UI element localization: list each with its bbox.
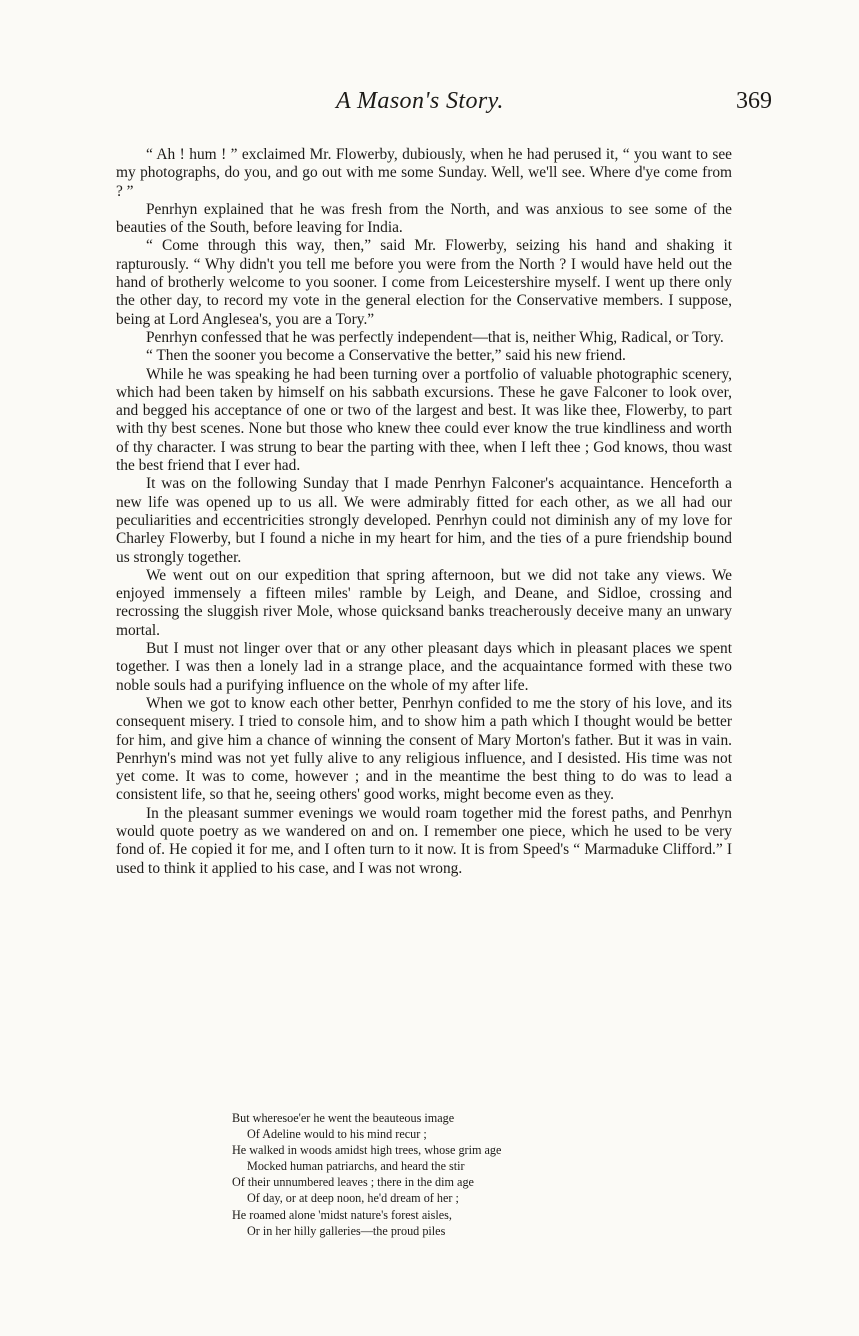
verse-line: But wheresoe'er he went the beauteous image [232,1111,455,1125]
verse-line: He roamed alone 'midst nature's forest aisles, [232,1207,452,1222]
running-title: A Mason's Story. [336,88,504,114]
page-number: 369 [736,88,772,114]
paragraph: We went out on our expedition that spring afternoon, but we did not take any views. We enjoyed immensely a fifteen miles' ramble by Leigh, and Deane, and Sidloe, crossing and recrossing the sluggish river Mole, whose quicksand banks treacherously deceive many an unwary mortal. [116,566,732,639]
verse-line: Of Adeline would to his mind recur ; [247,1127,427,1142]
paragraph: In the pleasant summer evenings we would roam together mid the forest paths, and Penrhyn would quote poetry as we wandered on and on. I remember one piece, which he used to be very fond of. He copied it for me, and I often turn to it now. It is from Speed's “ Marmaduke Clifford.” I used to think it applied to his case, and I was not wrong. [116,804,732,877]
verse-line: Of their unnumbered leaves ; there in the dim age [232,1175,474,1190]
paragraph: It was on the following Sunday that I made Penrhyn Falconer's acquaintance. Henceforth a new life was opened up to us all. We were admirably fitted for each other, as we all had our peculiarities and eccentricities strongly developed. Penrhyn could not diminish any of my love for Charley Flowerby, but I found a niche in my heart for him, and the ties of a pure friendship bound us strongly together. [116,475,732,566]
paragraph: “ Come through this way, then,” said Mr. Flowerby, seizing his hand and shaking it rapturously. “ Why didn't you tell me before you were from the North ? I would have held out the hand of brotherly welcome to you sooner. I come from Leicestershire myself. I went up there only the other day, to record my vote in the general election for the Conservative members. I suppose, being at Lord Anglesea's, you are a Tory.” [116,237,732,328]
paragraph: While he was speaking he had been turning over a portfolio of valuable photographic scenery, which had been taken by himself on his sabbath excursions. These he gave Falconer to look over, and begged his acceptance of one or two of the largest and best. It was like thee, Flowerby, to part with thy best scenes. None but those who knew thee could ever know the true kindliness and worth of thy character. I was strung to bear the parting with thee, when I left thee ; God knows, thou wast the best friend that I ever had. [116,365,732,475]
paragraph: “ Ah ! hum ! ” exclaimed Mr. Flowerby, dubiously, when he had perused it, “ you want to see my photographs, do you, and go out with me some Sunday. Well, we'll see. Where d'ye come from ? ” [116,146,732,200]
verse-quotation [232,1110,652,1239]
paragraph: Penrhyn confessed that he was perfectly independent—that is, neither Whig, Radical, or Tory. [146,328,724,346]
paragraph: Penrhyn explained that he was fresh from the North, and was anxious to see some of the beauties of the South, before leaving for India. [116,200,732,237]
verse-line: He walked in woods amidst high trees, whose grim age [232,1143,502,1158]
verse-line: Or in her hilly galleries—the proud piles [247,1223,446,1238]
body-text [116,146,732,878]
paragraph: When we got to know each other better, Penrhyn confided to me the story of his love, and its consequent misery. I tried to console him, and to show him a path which I thought would be better for him, and give him a chance of winning the consent of Mary Morton's father. But it was in vain. Penrhyn's mind was not yet fully alive to any religious influence, and I desisted. His time was not yet come. It was to come, however ; and in the meantime the best thing to do was to lead a consistent life, so that he, seeing others' good works, might become even as they. [116,694,732,804]
paragraph: But I must not linger over that or any other pleasant days which in pleasant places we spent together. I was then a lonely lad in a strange place, and the acquaintance formed with these two noble souls had a purifying influence on the whole of my after life. [116,640,732,694]
verse-line: Mocked human patriarchs, and heard the stir [247,1159,465,1174]
verse-line: Of day, or at deep noon, he'd dream of her ; [247,1191,459,1206]
paragraph: “ Then the sooner you become a Conservative the better,” said his new friend. [146,347,626,365]
